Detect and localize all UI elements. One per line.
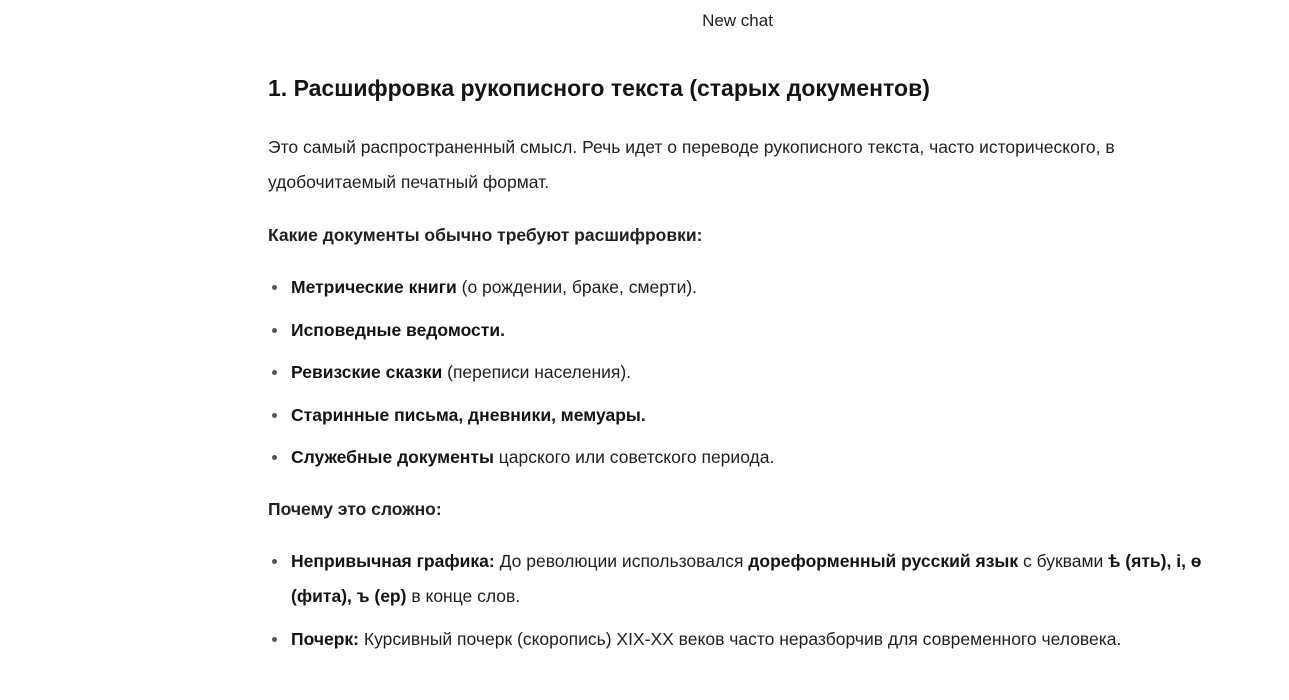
- list-item-text: До революции использовался: [494, 551, 749, 571]
- list-item-bold: Метрические книги: [291, 277, 457, 297]
- list-item-bold: Почерк:: [291, 628, 360, 649]
- list-item-text: в конце слов.: [406, 586, 521, 606]
- list-item: [268, 270, 1208, 305]
- list-item: [268, 544, 1208, 614]
- chat-title[interactable]: New chat: [702, 11, 773, 30]
- list-item-bold: ѣ (ять), і, ѳ (фита), ъ (ер): [291, 551, 1202, 606]
- list-item-text: с буквами: [1018, 551, 1109, 571]
- list-item-bold: Ревизские сказки: [291, 362, 443, 382]
- list-item: [268, 622, 1208, 657]
- list-item-text: царского или советского периода.: [493, 447, 775, 467]
- list-item-bold: Исповедные ведомости.: [291, 319, 505, 340]
- list-item: [268, 398, 1208, 433]
- reasons-list: [268, 544, 1208, 657]
- list-item-bold: Служебные документы: [291, 447, 494, 467]
- assistant-message: [268, 70, 1208, 674]
- list-item: [268, 313, 1208, 348]
- list-item-bold: Старинные письма, дневники, мемуары.: [291, 404, 646, 425]
- section-heading: 1. Расшифровка рукописного текста (старых документов): [268, 75, 930, 101]
- documents-list: [268, 270, 1208, 475]
- list-item-bold: дореформенный русский язык: [748, 551, 1019, 571]
- list-item: [268, 440, 1208, 475]
- top-bar: [0, 0, 1289, 42]
- documents-subheading: Какие документы обычно требуют расшифровки:: [268, 225, 703, 245]
- intro-paragraph: Это самый распространенный смысл. Речь идет о переводе рукописного текста, часто исторического, в удобочитаемый печатный формат.: [268, 137, 1115, 192]
- list-item-text: (о рождении, браке, смерти).: [456, 277, 698, 297]
- list-item-text: (переписи населения).: [442, 362, 632, 382]
- list-item-bold: Непривычная графика:: [291, 551, 495, 571]
- list-item-text: Курсивный почерк (скоропись) XIX-XX веков часто неразборчив для современного человека.: [359, 628, 1122, 649]
- why-subheading: Почему это сложно:: [268, 499, 442, 519]
- list-item: [268, 355, 1208, 390]
